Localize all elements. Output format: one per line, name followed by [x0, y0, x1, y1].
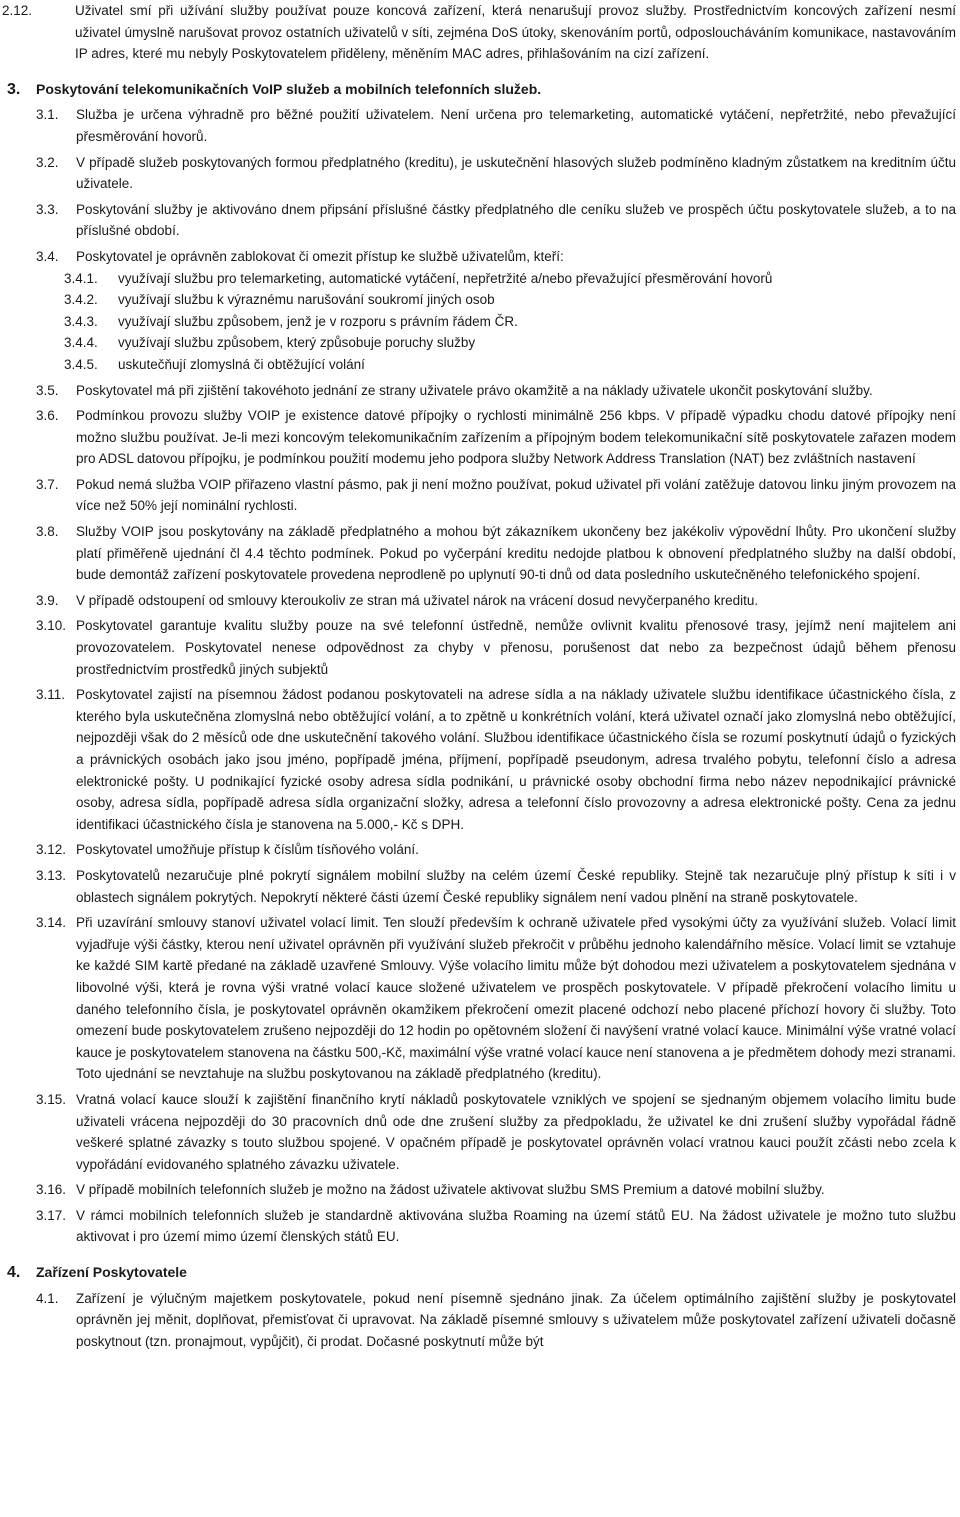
clause	[0, 1288, 960, 1353]
clause	[0, 268, 960, 290]
clause-number: 3.4.	[36, 248, 59, 264]
clause	[0, 684, 960, 835]
clause-text: využívají službu pro telemarketing, automatické vytáčení, nepřetržité a/nebo převažující přesměrování hovorů	[118, 270, 773, 286]
clause-text: Služba je určena výhradně pro běžné použití uživatelem. Není určena pro telemarketing, automatické vytáčení, nepřetržité, nebo převažující přesměrování hovorů.	[76, 107, 956, 144]
clause-number: 3.9.	[36, 592, 59, 608]
clause	[0, 354, 960, 376]
clause	[0, 1179, 960, 1201]
clause-text: Poskytovatelů nezaručuje plné pokrytí signálem mobilní služby na celém území České republiky. Stejně tak nezaručuje plný přístup k síti i v oblastech signálem pokrytých. Nepokrytí některé části území České republiky signálem není vadou plnění na straně poskytovatele.	[76, 867, 956, 905]
clause	[0, 246, 960, 268]
clause-number: 2.12.	[2, 3, 33, 18]
clause-text: V případě služeb poskytovaných formou předplatného (kreditu), je uskutečnění hlasových služeb podmíněno kladným zůstatkem na kreditním účtu uživatele.	[76, 154, 956, 192]
clause-number: 3.10.	[36, 618, 67, 634]
clause-text: Služby VOIP jsou poskytovány na základě předplatného a mohou být zákazníkem ukončeny bez jakékoliv výpovědní lhůty. Pro ukončení služby platí přiměřeně ujednání čl 4.4 těchto podmínek. Pokud po vyčerpání kreditu nedojde platbou k obnovení předplatného služby na další období, bude demontáž zařízení poskytovatele provedena neprodleně po uplynutí 90-ti dnů od data posledního uskutečněného telefonického spojení.	[76, 524, 956, 583]
clause-text: V případě odstoupení od smlouvy kteroukoliv ze stran má uživatel nárok na vrácení dosud nevyčerpaného kreditu.	[76, 592, 759, 608]
clause-number: 3.1.	[36, 107, 59, 123]
clause-text: Poskytovatel garantuje kvalitu služby pouze na své telefonní ústředně, nemůže ovlivnit kvalitu přenosové trasy, jejímž není majitelem ani provozovatelem. Poskytovatel nenese odpovědnost za chyby v přenosu, porušenost dat nebo za bezpečnost údajů během přenosu prostřednictvím prostředků jiných subjektů	[76, 618, 956, 677]
clause-text: využívají službu způsobem, který způsobuje poruchy služby	[118, 335, 476, 351]
clause-number: 3.4.2.	[64, 292, 98, 308]
clause-number: 3.4.3.	[64, 313, 98, 329]
clause-text: Zařízení je výlučným majetkem poskytovatele, pokud není písemně sjednáno jinak. Za účelem optimálního zajištění služby je poskytovatel oprávněn jej měnit, doplňovat, přemisťovat či upravovat. Na základě písemné smlouvy s uživatelem může poskytovatel zařízení uživateli dočasně poskytnout (tzn. pronajmout, vypůjčit), či prodat. Dočasné poskytnutí může být	[76, 1290, 956, 1349]
clause-number: 3.5.	[36, 382, 59, 398]
clause	[0, 521, 960, 586]
clause-text: Poskytování služby je aktivováno dnem připsání příslušné částky předplatného dle ceníku služeb ve prospěch účtu poskytovatele služeb, a to na příslušné období.	[76, 201, 956, 239]
clause-number: 3.4.1.	[64, 270, 98, 286]
clause	[0, 380, 960, 402]
clause	[0, 839, 960, 861]
clause	[0, 615, 960, 680]
clause	[0, 474, 960, 517]
clause-number: 3.13.	[36, 867, 67, 883]
section-title: Zařízení Poskytovatele	[36, 1264, 187, 1281]
clause	[0, 152, 960, 195]
clause-number: 3.14.	[36, 915, 67, 931]
section-number: 3.	[7, 80, 21, 98]
clause-number: 3.12.	[36, 842, 67, 858]
section-title: Poskytování telekomunikačních VoIP služeb a mobilních telefonních služeb.	[36, 80, 542, 97]
clause	[0, 912, 960, 1085]
clause-text: Vratná volací kauce slouží k zajištění finančního krytí nákladů poskytovatele vzniklých ve spojení se sjednaným objemem volacího limitu bude uživateli vrácena nejpozději do 30 pracovních dnů ode dne zrušení služby za předpokladu, že uživatel ke dni zrušení služby vypořádal řádně veškeré splatné závazky s touto službou spojené. V opačném případě je poskytovatel oprávněn volací vratnou kauci použít zčásti nebo zcela k vypořádání evidovaného splatného závazku uživatele.	[76, 1091, 956, 1172]
clause	[0, 1205, 960, 1248]
clause-text: Podmínkou provozu služby VOIP je existence datové přípojky o rychlosti minimálně 256 kbps. V případě výpadku chodu datové přípojky není možno službu používat. Je-li mezi koncovým telekomunikačním zařízením a přípojným bodem telekomunikační sítě poskytovatele zařazen modem pro ADSL datovou přípojku, je podmínkou použití modemu jeho podpora služby Network Address Translation (NAT) bez zvláštních nastavení	[76, 408, 956, 467]
clause-text: využívají službu k výraznému narušování soukromí jiných osob	[118, 292, 495, 308]
clause-text: Poskytovatel má při zjištění takovéhoto jednání ze strany uživatele právo okamžitě a na náklady uživatele ukončit poskytování služby.	[76, 382, 873, 398]
clause	[0, 1089, 960, 1175]
clause-text: V případě mobilních telefonních služeb je možno na žádost uživatele aktivovat službu SMS Premium a datové mobilní služby.	[76, 1182, 825, 1198]
clause-number: 3.16.	[36, 1182, 67, 1198]
section-number: 4.	[7, 1264, 21, 1282]
clause	[0, 405, 960, 470]
section-3-clauses-continued	[0, 380, 960, 1249]
clause-number: 3.11.	[36, 687, 66, 703]
clause-text: V rámci mobilních telefonních služeb je standardně aktivována služba Roaming na území států EU. Na žádost uživatele je možno tuto službu aktivovat i pro území mimo území členských států EU.	[76, 1207, 956, 1245]
clause-number: 3.7.	[36, 476, 59, 492]
clause-number: 3.8.	[36, 524, 59, 540]
clause	[0, 865, 960, 908]
clause-number: 3.15.	[36, 1091, 67, 1107]
clause-text: Poskytovatel je oprávněn zablokovat či omezit přístup ke službě uživatelům, kteří:	[76, 248, 564, 264]
section-4-clauses	[0, 1288, 960, 1353]
clause	[0, 199, 960, 242]
clause-2-12	[0, 0, 960, 65]
clause	[0, 311, 960, 333]
clause-number: 3.4.5.	[64, 356, 98, 372]
clause-number: 3.6.	[36, 408, 59, 424]
clause	[0, 332, 960, 354]
clause-text: Poskytovatel zajistí na písemnou žádost podanou poskytovateli na adrese sídla a na náklady uživatele službu identifikace účastnického čísla, z kterého byla uskutečněna zlomyslná nebo obtěžující volání, a to zpětně u konkrétních volání, která uživatel označí jako zlomyslná nebo obtěžující, nejpozději však do 2 měsíců ode dne uskutečnění takového volání. Službou identifikace účastnického čísla se rozumí poskytnutí údajů o fyzických a právnických osobách jako jsou jméno, popřípadě jména, příjmení, popřípadě pseudonym, adresa trvalého pobytu, telefonní číslo a adresa elektronické pošty. U podnikající fyzické osoby adresa sídla podnikání, u právnické osoby obchodní firma nebo název nepodnikající právnické osoby, adresa sídla, popřípadě adresa sídla organizační složky, adresa a telefonní číslo provozovny a adresa elektronické pošty. Cena za jednu identifikaci účastnického čísla je stanovena na 5.000,- Kč s DPH.	[76, 687, 956, 832]
clause-number: 3.17.	[36, 1207, 67, 1223]
clause	[0, 590, 960, 612]
clause-number: 3.2.	[36, 154, 59, 170]
clause-text: Pokud nemá služba VOIP přiřazeno vlastní pásmo, pak ji není možno používat, pokud uživatel při volání zatěžuje datovou linku jiným provozem na více než 50% její nominální rychlosti.	[76, 476, 956, 514]
clause	[0, 289, 960, 311]
section-3-heading	[0, 79, 960, 101]
clause-text: Poskytovatel umožňuje přístup k číslům tísňového volání.	[76, 842, 419, 858]
clause-text: uskutečňují zlomyslná či obtěžující volání	[118, 356, 365, 372]
section-3-clauses	[0, 104, 960, 267]
clause-text: využívají službu způsobem, jenž je v rozporu s právním řádem ČR.	[118, 313, 518, 329]
clause-number: 4.1.	[36, 1290, 59, 1306]
clause	[0, 104, 960, 147]
clause-number: 3.3.	[36, 201, 59, 217]
section-4-heading	[0, 1262, 960, 1284]
clause-number: 3.4.4.	[64, 335, 98, 351]
clause-text: Uživatel smí při užívání služby používat pouze koncová zařízení, která nenarušují provoz služby. Prostřednictvím koncových zařízení nesmí uživatel úmyslně narušovat provoz ostatních uživatelů v síti, zejména DoS útoky, skenováním portů, odposloucháváním komunikace, nastavováním IP adres, které mu nebyly Poskytovatelem přiděleny, měněním MAC adres, přihlašováním na cizí zařízení.	[75, 3, 956, 62]
section-3-4-subclauses	[0, 268, 960, 376]
clause-text: Při uzavírání smlouvy stanoví uživatel volací limit. Ten slouží především k ochraně uživatele před vysokými účty za využívání služeb. Volací limit vyjadřuje výši částky, kterou není uživatel oprávněn při využívání služeb překročit v průběhu jednoho kalendářního měsíce. Volací limit se vztahuje ke každé SIM kartě předané na základě uzavřené Smlouvy. Výše volacího limitu může být dohodou mezi uživatelem a poskytovatelem sjednána v libovolné výši, která je rovna výši vratné volací kauce složené uživatelem ve prospěch poskytovatele. V případě překročení volacího limitu u daného telefonního čísla, je poskytovatel oprávněn okamžikem překročení omezit placené odchozí nebo placené příchozí hovory či služby. Toto omezení bude poskytovatelem zrušeno nejpozději do 12 hodin po opětovném složení či navýšení vratné volací kauce. Minimální výše vratné volací kauce je poskytovatelem stanovena na částku 500,-Kč, maximální výše vratné volací kauce není stanovena a je předmětem dohody mezi stranami. Toto ujednání se nevztahuje na službu poskytovanou na základě předplatného (kreditu).	[76, 915, 956, 1082]
